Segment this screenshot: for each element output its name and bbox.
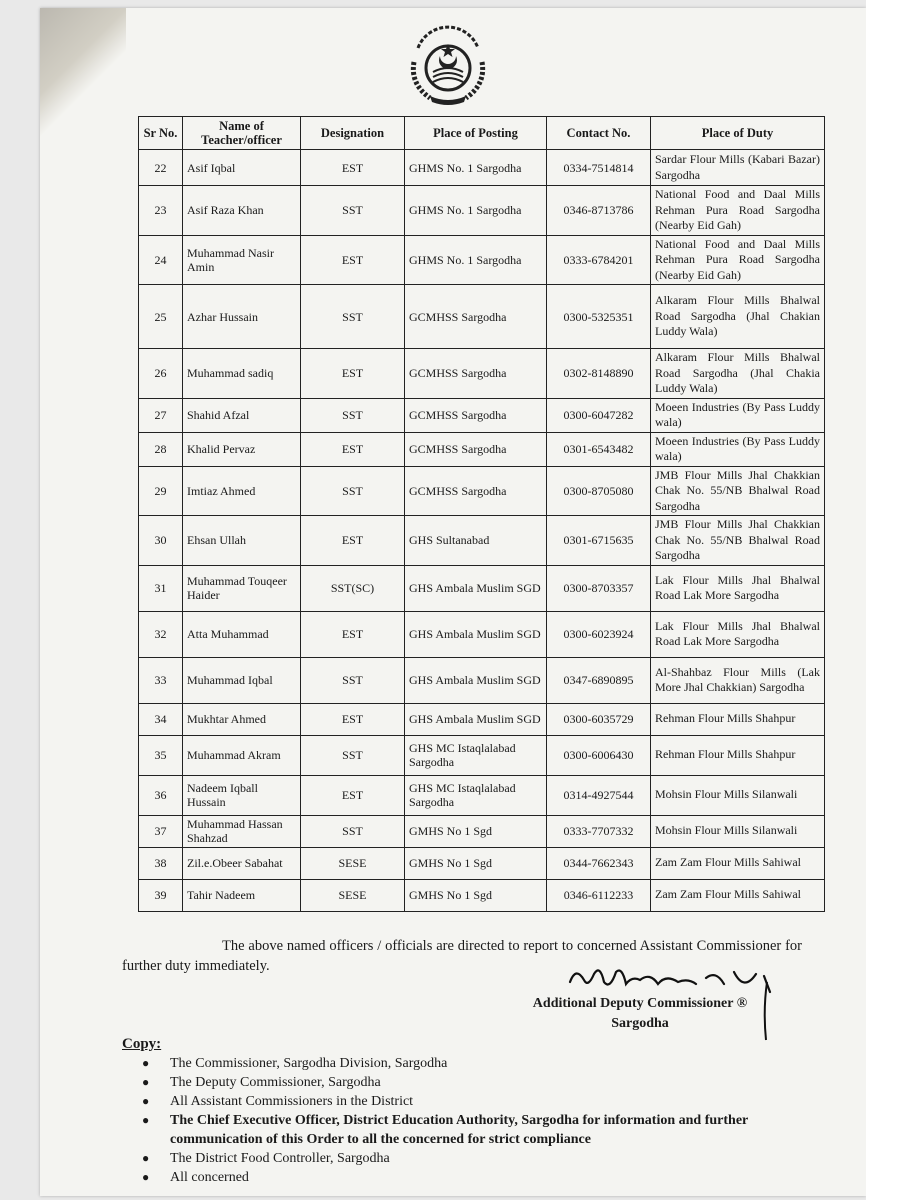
copy-item [142, 1149, 792, 1168]
contact-cell: 0346-8713786 [547, 186, 651, 236]
duty-cell: Rehman Flour Mills Shahpur [651, 703, 825, 735]
sr-cell: 23 [139, 186, 183, 236]
name-cell: Asif Iqbal [183, 150, 301, 186]
contact-cell: 0300-6023924 [547, 611, 651, 657]
contact-cell: 0334-7514814 [547, 150, 651, 186]
table-body [139, 150, 825, 912]
posting-cell: GCMHSS Sargodha [405, 432, 547, 466]
contact-cell: 0300-5325351 [547, 285, 651, 349]
designation-cell: SST [301, 815, 405, 847]
sr-cell: 22 [139, 150, 183, 186]
header-place-of-duty: Place of Duty [651, 117, 825, 150]
contact-cell: 0314-4927544 [547, 775, 651, 815]
bullet-icon: ● [142, 1170, 150, 1184]
duty-cell: Alkaram Flour Mills Bhalwal Road Sargodha (Jhal Chakian Luddy Wala) [651, 285, 825, 349]
duty-cell: Moeen Industries (By Pass Luddy wala) [651, 398, 825, 432]
bullet-icon: ● [142, 1075, 150, 1089]
copy-distribution-list [142, 1054, 792, 1187]
name-cell: Asif Raza Khan [183, 186, 301, 236]
sr-cell: 37 [139, 815, 183, 847]
posting-cell: GHS Sultanabad [405, 516, 547, 566]
contact-cell: 0333-6784201 [547, 235, 651, 285]
posting-cell: GHS Ambala Muslim SGD [405, 611, 547, 657]
signatory-place: Sargodha [611, 1016, 669, 1031]
duty-cell: Alkaram Flour Mills Bhalwal Road Sargodha (Jhal Chakia Luddy Wala) [651, 349, 825, 399]
designation-cell: SST [301, 657, 405, 703]
copy-item [142, 1168, 792, 1187]
contact-cell: 0346-6112233 [547, 879, 651, 911]
sr-cell: 29 [139, 466, 183, 516]
name-cell: Zil.e.Obeer Sabahat [183, 847, 301, 879]
designation-cell: EST [301, 349, 405, 399]
posting-cell: GHS Ambala Muslim SGD [405, 703, 547, 735]
contact-cell: 0301-6715635 [547, 516, 651, 566]
designation-cell: SST [301, 466, 405, 516]
name-cell: Muhammad sadiq [183, 349, 301, 399]
contact-cell: 0300-6006430 [547, 735, 651, 775]
name-cell: Muhammad Nasir Amin [183, 235, 301, 285]
contact-cell: 0300-6035729 [547, 703, 651, 735]
table-row [139, 398, 825, 432]
designation-cell: SESE [301, 847, 405, 879]
posting-cell: GHS Ambala Muslim SGD [405, 565, 547, 611]
name-cell: Muhammad Akram [183, 735, 301, 775]
duty-roster-table [138, 116, 825, 912]
designation-cell: EST [301, 611, 405, 657]
name-cell: Mukhtar Ahmed [183, 703, 301, 735]
duty-cell: Zam Zam Flour Mills Sahiwal [651, 879, 825, 911]
name-cell: Imtiaz Ahmed [183, 466, 301, 516]
sr-cell: 38 [139, 847, 183, 879]
copy-item [142, 1073, 792, 1092]
posting-cell: GHS Ambala Muslim SGD [405, 657, 547, 703]
contact-cell: 0344-7662343 [547, 847, 651, 879]
sr-cell: 32 [139, 611, 183, 657]
duty-cell: Rehman Flour Mills Shahpur [651, 735, 825, 775]
signatory-block [510, 994, 770, 1034]
duty-cell: Lak Flour Mills Jhal Bhalwal Road Lak More Sargodha [651, 611, 825, 657]
header-sr-no: Sr No. [139, 117, 183, 150]
copy-item-text: All concerned [170, 1170, 249, 1185]
contact-cell: 0347-6890895 [547, 657, 651, 703]
sr-cell: 24 [139, 235, 183, 285]
designation-cell: SST [301, 398, 405, 432]
copy-heading: Copy: [122, 1036, 162, 1052]
sr-cell: 25 [139, 285, 183, 349]
designation-cell: SST [301, 285, 405, 349]
duty-cell: JMB Flour Mills Jhal Chakkian Chak No. 55/NB Bhalwal Road Sargodha [651, 516, 825, 566]
copy-item-text: All Assistant Commissioners in the District [170, 1094, 414, 1109]
table-row [139, 432, 825, 466]
folded-corner-shadow [40, 8, 126, 138]
sr-cell: 28 [139, 432, 183, 466]
copy-item [142, 1111, 792, 1149]
contact-cell: 0333-7707332 [547, 815, 651, 847]
posting-cell: GMHS No 1 Sgd [405, 815, 547, 847]
duty-cell: Lak Flour Mills Jhal Bhalwal Road Lak More Sargodha [651, 565, 825, 611]
duty-cell: National Food and Daal Mills Rehman Pura Road Sargodha (Nearby Eid Gah) [651, 235, 825, 285]
bullet-icon: ● [142, 1113, 150, 1127]
table-row [139, 735, 825, 775]
posting-cell: GHMS No. 1 Sargodha [405, 150, 547, 186]
duty-cell: Al-Shahbaz Flour Mills (Lak More Jhal Chakkian) Sargodha [651, 657, 825, 703]
designation-cell: EST [301, 516, 405, 566]
name-cell: Tahir Nadeem [183, 879, 301, 911]
contact-cell: 0300-8703357 [547, 565, 651, 611]
bullet-icon: ● [142, 1056, 150, 1070]
contact-cell: 0302-8148890 [547, 349, 651, 399]
bullet-icon: ● [142, 1151, 150, 1165]
bullet-icon: ● [142, 1094, 150, 1108]
table-row [139, 847, 825, 879]
header-name: Name of Teacher/officer [183, 117, 301, 150]
posting-cell: GMHS No 1 Sgd [405, 879, 547, 911]
copy-item-text: The Commissioner, Sargodha Division, Sargodha [170, 1056, 448, 1071]
contact-cell: 0300-8705080 [547, 466, 651, 516]
designation-cell: EST [301, 703, 405, 735]
name-cell: Atta Muhammad [183, 611, 301, 657]
posting-cell: GHS MC Istaqlalabad Sargodha [405, 735, 547, 775]
designation-cell: EST [301, 775, 405, 815]
sr-cell: 33 [139, 657, 183, 703]
contact-cell: 0300-6047282 [547, 398, 651, 432]
duty-cell: JMB Flour Mills Jhal Chakkian Chak No. 55/NB Bhalwal Road Sargodha [651, 466, 825, 516]
table-header-row [139, 117, 825, 150]
posting-cell: GCMHSS Sargodha [405, 349, 547, 399]
table-row [139, 703, 825, 735]
table-row [139, 349, 825, 399]
copy-item [142, 1054, 792, 1073]
handwritten-signature [566, 962, 786, 996]
copy-item-text: The District Food Controller, Sargodha [170, 1151, 390, 1166]
sr-cell: 35 [139, 735, 183, 775]
name-cell: Muhammad Touqeer Haider [183, 565, 301, 611]
posting-cell: GHMS No. 1 Sargodha [405, 186, 547, 236]
sr-cell: 36 [139, 775, 183, 815]
duty-cell: Moeen Industries (By Pass Luddy wala) [651, 432, 825, 466]
copy-item [142, 1092, 792, 1111]
header-place-of-posting: Place of Posting [405, 117, 547, 150]
posting-cell: GCMHSS Sargodha [405, 285, 547, 349]
duty-cell: National Food and Daal Mills Rehman Pura Road Sargodha (Nearby Eid Gah) [651, 186, 825, 236]
name-cell: Muhammad Hassan Shahzad [183, 815, 301, 847]
duty-cell: Zam Zam Flour Mills Sahiwal [651, 847, 825, 879]
designation-cell: EST [301, 150, 405, 186]
designation-cell: EST [301, 235, 405, 285]
sr-cell: 39 [139, 879, 183, 911]
posting-cell: GHMS No. 1 Sargodha [405, 235, 547, 285]
table-row [139, 235, 825, 285]
duty-cell: Mohsin Flour Mills Silanwali [651, 775, 825, 815]
name-cell: Muhammad Iqbal [183, 657, 301, 703]
table-row [139, 775, 825, 815]
table-row [139, 186, 825, 236]
copy-item-text: The Chief Executive Officer, District Education Authority, Sargodha for information and further communication of this Order to all the concerned for strict compliance [170, 1113, 748, 1147]
posting-cell: GCMHSS Sargodha [405, 398, 547, 432]
table-row [139, 516, 825, 566]
designation-cell: EST [301, 432, 405, 466]
name-cell: Azhar Hussain [183, 285, 301, 349]
sr-cell: 34 [139, 703, 183, 735]
table-row [139, 815, 825, 847]
table-row [139, 611, 825, 657]
table-row [139, 879, 825, 911]
designation-cell: SST [301, 186, 405, 236]
posting-cell: GCMHSS Sargodha [405, 466, 547, 516]
sr-cell: 26 [139, 349, 183, 399]
copy-item-text: The Deputy Commissioner, Sargodha [170, 1075, 381, 1090]
name-cell: Shahid Afzal [183, 398, 301, 432]
posting-cell: GHS MC Istaqlalabad Sargodha [405, 775, 547, 815]
directive-note: The above named officers / officials are directed to report to concerned Assistant Commissioner for further duty immediately. [122, 938, 802, 974]
name-cell: Nadeem Iqball Hussain [183, 775, 301, 815]
punjab-government-seal-icon [400, 14, 496, 106]
designation-cell: SST [301, 735, 405, 775]
posting-cell: GMHS No 1 Sgd [405, 847, 547, 879]
table-row [139, 565, 825, 611]
header-designation: Designation [301, 117, 405, 150]
duty-cell: Mohsin Flour Mills Silanwali [651, 815, 825, 847]
table-row [139, 150, 825, 186]
name-cell: Khalid Pervaz [183, 432, 301, 466]
header-contact-no: Contact No. [547, 117, 651, 150]
sr-cell: 30 [139, 516, 183, 566]
sr-cell: 27 [139, 398, 183, 432]
sr-cell: 31 [139, 565, 183, 611]
duty-cell: Sardar Flour Mills (Kabari Bazar) Sargodha [651, 150, 825, 186]
name-cell: Ehsan Ullah [183, 516, 301, 566]
designation-cell: SESE [301, 879, 405, 911]
table-row [139, 285, 825, 349]
designation-cell: SST(SC) [301, 565, 405, 611]
table-row [139, 466, 825, 516]
scan-margin [866, 0, 912, 1200]
contact-cell: 0301-6543482 [547, 432, 651, 466]
table-row [139, 657, 825, 703]
signatory-designation: Additional Deputy Commissioner ® [532, 996, 748, 1011]
